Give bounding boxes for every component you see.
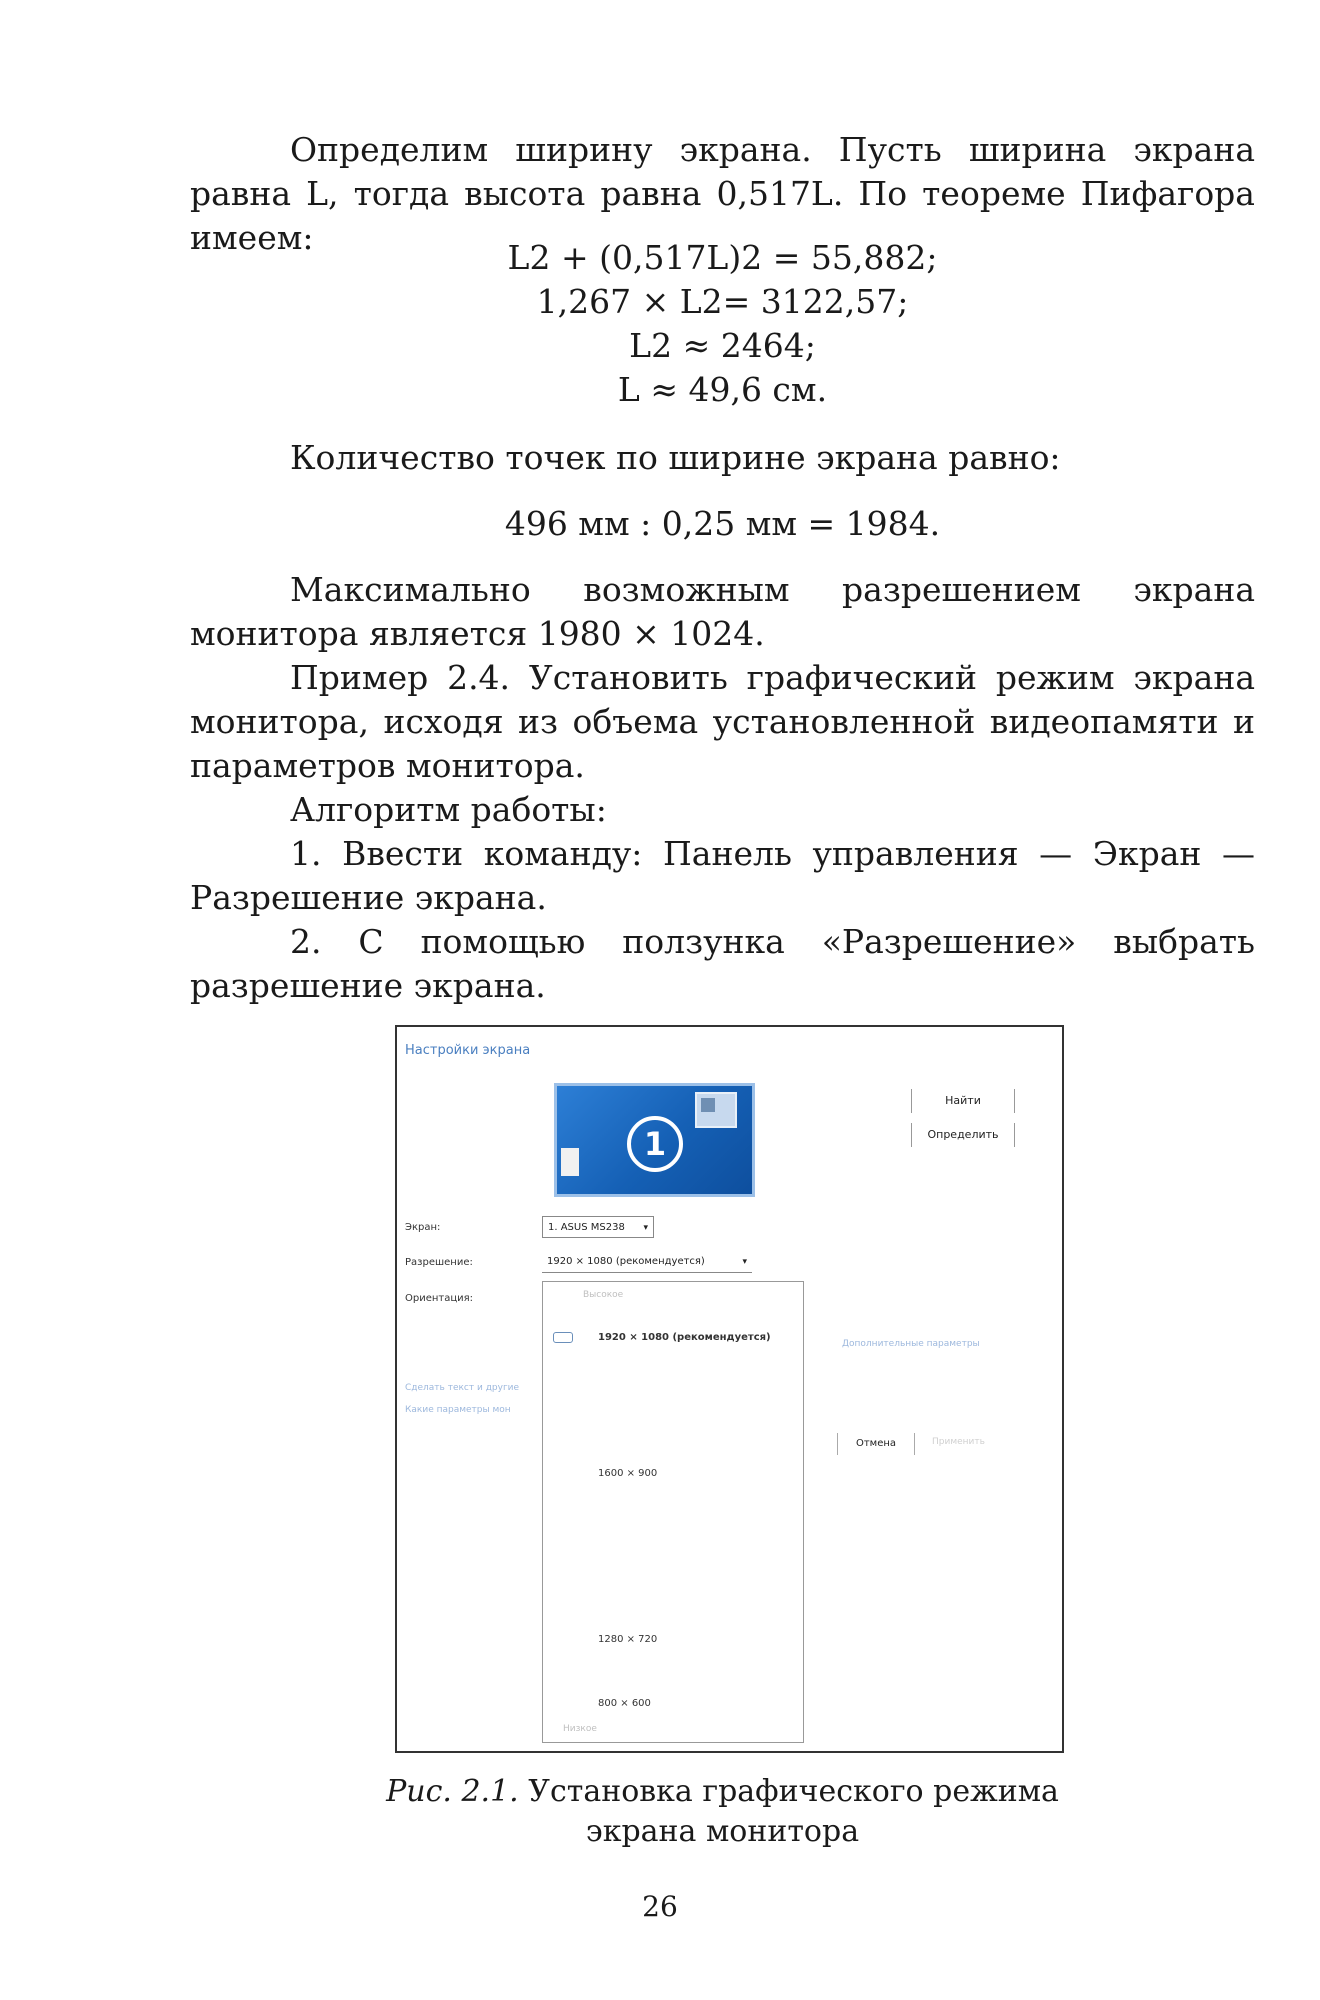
window-icon	[561, 1148, 579, 1176]
resolution-select[interactable]	[542, 1251, 752, 1273]
identify-button[interactable]: Определить	[911, 1123, 1015, 1147]
paragraph-algorithm: Алгоритм работы:	[290, 790, 607, 829]
monitor-params-link[interactable]: Какие параметры мон	[405, 1405, 511, 1415]
equation-1: L2 + (0,517L)2 = 55,882;	[507, 238, 938, 277]
resolution-select-value: 1920 × 1080 (рекомендуется)	[547, 1256, 705, 1267]
chevron-down-icon: ▾	[742, 1257, 747, 1267]
paragraph-example-2-4: Пример 2.4. Установить графический режим экрана монитора, исходя из объема установленной видеопамяти и параметров монитора.	[190, 658, 1255, 785]
screen-label: Экран:	[405, 1222, 441, 1233]
paragraph-step-1: 1. Ввести команду: Панель управления — Экран — Разрешение экрана.	[190, 834, 1255, 917]
option-1280x720[interactable]: 1280 × 720	[598, 1634, 658, 1645]
equation-4: L ≈ 49,6 см.	[617, 370, 828, 409]
advanced-settings-link[interactable]: Дополнительные параметры	[842, 1339, 980, 1349]
orientation-label: Ориентация:	[405, 1293, 474, 1304]
resolution-slider-thumb[interactable]	[553, 1332, 573, 1343]
figure-caption-text: Установка графического режима	[528, 1774, 1059, 1809]
cancel-button[interactable]: Отмена	[837, 1433, 915, 1455]
equation-5: 496 мм : 0,25 мм = 1984.	[504, 504, 941, 543]
figure-caption-line2: экрана монитора	[585, 1814, 860, 1849]
resolution-dropdown[interactable]	[542, 1281, 804, 1743]
figure-caption	[190, 1772, 1255, 1812]
paragraph-dot-count: Количество точек по ширине экрана равно:	[290, 438, 1061, 477]
screen-select[interactable]	[542, 1216, 654, 1238]
dropdown-high-label: Высокое	[583, 1290, 624, 1300]
monitor-preview[interactable]	[554, 1083, 755, 1197]
option-800x600[interactable]: 800 × 600	[598, 1698, 651, 1709]
chevron-down-icon: ▾	[643, 1223, 648, 1233]
resolution-label: Разрешение:	[405, 1257, 473, 1268]
find-button[interactable]: Найти	[911, 1089, 1015, 1113]
window-title: Настройки экрана	[405, 1043, 531, 1058]
page-number: 26	[642, 1890, 678, 1923]
text-size-link[interactable]: Сделать текст и другие	[405, 1383, 520, 1393]
equation-2: 1,267 × L2= 3122,57;	[536, 282, 909, 321]
option-1920x1080[interactable]: 1920 × 1080 (рекомендуется)	[598, 1332, 771, 1343]
apply-button[interactable]: Применить	[932, 1437, 985, 1447]
monitor-number: 1	[627, 1116, 683, 1172]
paragraph-step-2: 2. С помощью ползунка «Разрешение» выбрать разрешение экрана.	[190, 922, 1255, 1005]
monitor-thumbnail-icon	[695, 1092, 737, 1128]
dropdown-low-label: Низкое	[563, 1724, 597, 1734]
screen-settings-screenshot	[395, 1025, 1064, 1753]
figure-caption-label: Рис. 2.1.	[386, 1774, 519, 1809]
option-1600x900[interactable]: 1600 × 900	[598, 1468, 658, 1479]
screen-select-value: 1. ASUS MS238	[548, 1222, 625, 1233]
equation-3: L2 ≈ 2464;	[629, 326, 816, 365]
paragraph-max-resolution: Максимально возможным разрешением экрана монитора является 1980 × 1024.	[190, 570, 1255, 653]
paragraph-screen-width: Определим ширину экрана. Пусть ширина экрана равна L, тогда высота равна 0,517L. По теореме Пифагора имеем:	[190, 130, 1255, 257]
